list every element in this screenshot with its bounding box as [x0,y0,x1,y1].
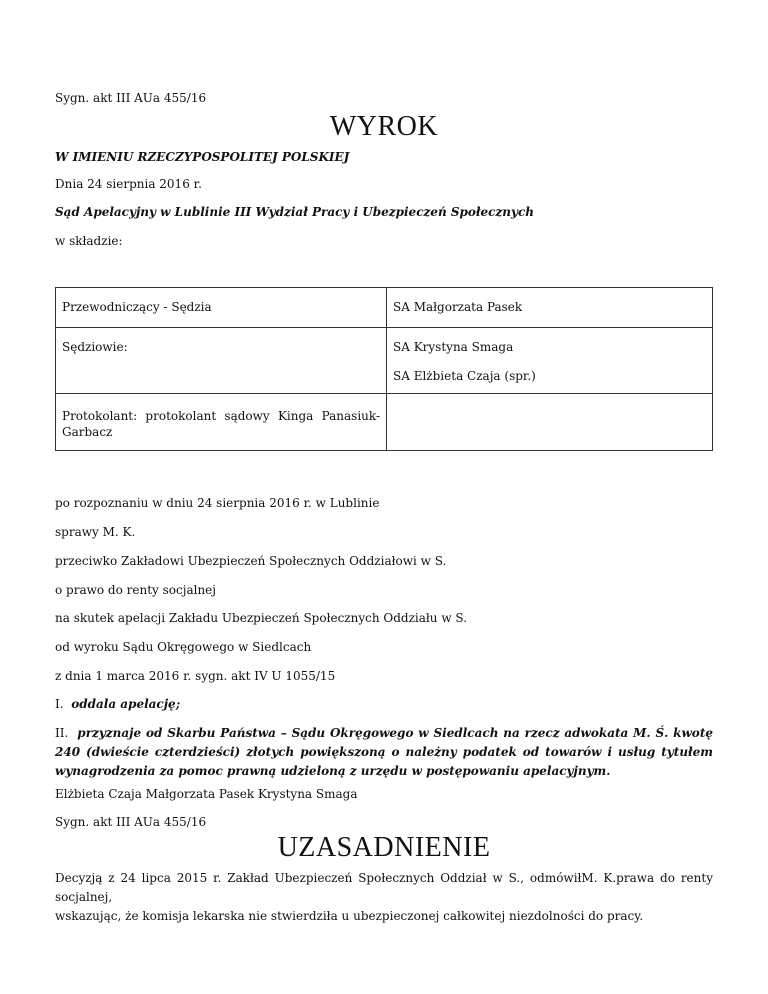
presiding-label: Przewodniczący - Sędzia [62,300,212,314]
judge-name: SA Krystyna Smaga [393,340,514,354]
date-line: Dnia 24 sierpnia 2016 r. [55,177,202,191]
presiding-label-cell [56,288,387,328]
clerk-line: Garbacz [62,425,113,439]
justification-line: Decyzją z 24 lipca 2015 r. Zakład Ubezpieczeń Społecznych Oddział w S., odmówiłM. K.prawa do renty socjalnej, [55,871,713,904]
ruling-text: przyznaje od Skarbu Państwa – Sądu Okręgowego w Siedlcach na rzecz adwokata M. Ś. kwotę [77,726,713,740]
composition-table [55,287,713,451]
ruling-item-2 [55,724,713,781]
signatures: Elżbieta Czaja Małgorzata Pasek Krystyna Smaga [55,787,358,801]
ruling-text: oddala apelację; [71,697,181,711]
table-row [56,288,713,328]
body-line: sprawy M. K. [55,525,136,539]
table-row [56,394,713,451]
ruling-number: I. [55,697,64,711]
justification-line: wskazując, że komisja lekarska nie stwierdziła u ubezpieczonej całkowitej niezdolności do pracy. [55,909,644,923]
clerk-line: Protokolant: protokolant sądowy Kinga Panasiuk- [62,409,380,423]
in-the-name-line: W IMIENIU RZECZYPOSPOLITEJ POLSKIEJ [55,150,350,164]
judges-label-cell [56,328,387,394]
judges-label: Sędziowie: [62,340,128,354]
ruling-item-1 [55,696,180,712]
justification-title: UZASADNIENIE [277,832,491,863]
case-number: Sygn. akt III AUa 455/16 [55,91,207,105]
clerk-cell [56,394,387,451]
judges-names-cell [387,328,713,394]
presiding-name-cell [387,288,713,328]
body-line: na skutek apelacji Zakładu Ubezpieczeń Społecznych Oddziału w S. [55,611,468,625]
body-line: przeciwko Zakładowi Ubezpieczeń Społecznych Oddziałowi w S. [55,554,447,568]
document-title: WYROK [329,111,439,142]
body-line: o prawo do renty socjalnej [55,583,216,597]
body-line: z dnia 1 marca 2016 r. sygn. akt IV U 1055/15 [55,669,336,683]
court-name: Sąd Apelacyjny w Lublinie III Wydział Pracy i Ubezpieczeń Społecznych [55,205,535,219]
case-number: Sygn. akt III AUa 455/16 [55,815,207,829]
clerk-empty-cell [387,394,713,451]
body-line: po rozpoznaniu w dniu 24 sierpnia 2016 r. w Lublinie [55,496,380,510]
justification-paragraph [55,869,713,926]
ruling-text: wynagrodzenia za pomoc prawną udzieloną z urzędu w postępowaniu apelacyjnym. [55,764,611,778]
presiding-name: SA Małgorzata Pasek [393,300,523,314]
judge-name: SA Elżbieta Czaja (spr.) [393,369,536,383]
composition-label: w składzie: [55,234,123,248]
ruling-text: 240 (dwieście czterdzieści) złotych powiększoną o należny podatek od towarów i usług tytułem [55,745,713,759]
table-row [56,328,713,394]
ruling-number: II. [55,726,69,740]
body-line: od wyroku Sądu Okręgowego w Siedlcach [55,640,312,654]
